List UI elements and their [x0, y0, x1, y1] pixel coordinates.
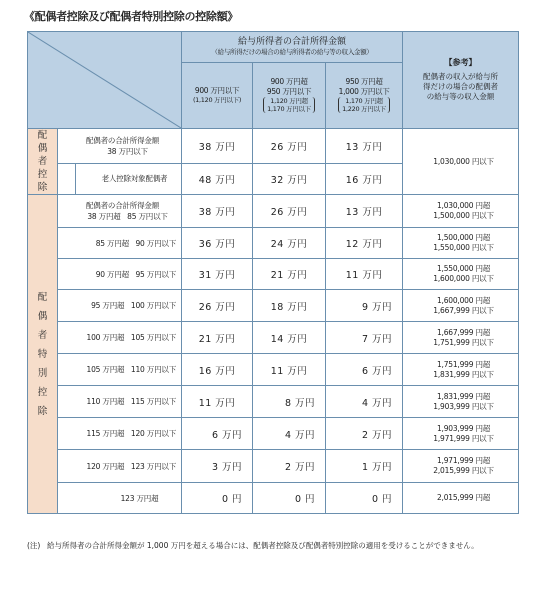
- header-col-2: [253, 63, 326, 129]
- amount-cell: 16 万円: [182, 354, 253, 386]
- range-from: 90 万円超: [95, 269, 129, 279]
- col-2-line: 950 万円以下: [266, 86, 312, 96]
- income-line: 1,831,999 円超: [436, 391, 491, 401]
- amount-cell: 31 万円: [182, 259, 253, 290]
- income-line: 1,550,000 円超: [436, 264, 491, 273]
- reference-income-cell: [403, 354, 519, 386]
- row-label-range: [64, 211, 181, 222]
- income-line: 1,903,999 円以下: [433, 401, 494, 411]
- amount-cell: 6 万円: [326, 354, 403, 386]
- reference-income-cell: [403, 195, 519, 228]
- amount-cell: 11 万円: [326, 259, 403, 290]
- amount-cell: 26 万円: [253, 129, 326, 164]
- amount-cell: 18 万円: [253, 290, 326, 322]
- amount-cell: 38 万円: [182, 129, 253, 164]
- reference-income-cell: [403, 129, 519, 195]
- amount-cell: 26 万円: [182, 290, 253, 322]
- reference-income-cell: [403, 290, 519, 322]
- row-label-line: 配偶者の合計所得金額: [86, 135, 159, 145]
- income-line: 1,667,999 円以下: [433, 305, 494, 315]
- range-from: 85 万円超: [95, 238, 129, 248]
- reference-income-cell: [403, 386, 519, 418]
- income-line: 2,015,999 円以下: [433, 466, 494, 475]
- row-label: [58, 354, 182, 386]
- amount-cell: 1 万円: [326, 450, 403, 483]
- footnote-label: (注): [27, 541, 41, 550]
- row-label: [58, 418, 182, 450]
- amount-cell: 4 万円: [253, 418, 326, 450]
- amount-cell: 7 万円: [326, 322, 403, 354]
- income-line: 1,971,999 円超: [436, 456, 491, 465]
- footnote: [27, 540, 522, 552]
- income-line: 1,600,000 円以下: [433, 274, 494, 283]
- reference-line: 配偶者の収入が給与所: [423, 72, 499, 81]
- income-line: 1,500,000 円以下: [433, 211, 494, 220]
- income-line: 1,667,999 円超: [436, 327, 491, 337]
- row-label: [58, 322, 182, 354]
- header-income-range: [182, 32, 403, 63]
- reference-line: の給与等の収入金額: [426, 92, 495, 101]
- income-text: 1,030,000 円以下: [433, 156, 494, 166]
- range-to: 120 万円以下: [130, 429, 177, 438]
- amount-cell: 13 万円: [326, 129, 403, 164]
- range-from: 110 万円超: [86, 397, 125, 406]
- range-to: 85 万円以下: [127, 212, 168, 221]
- col-3-bracket-line: 1,220 万円以下: [342, 105, 386, 114]
- reference-income-cell: [403, 322, 519, 354]
- row-label: [58, 386, 182, 418]
- indent-cell: [58, 163, 76, 194]
- income-line: 1,550,000 円以下: [433, 243, 494, 252]
- amount-cell: 0 円: [182, 483, 253, 514]
- income-line: 1,903,999 円超: [436, 423, 491, 433]
- amount-cell: 11 万円: [253, 354, 326, 386]
- income-line: 1,600,000 円超: [436, 295, 491, 305]
- diagonal-line: [28, 32, 181, 128]
- range-to: 95 万円以下: [135, 269, 177, 279]
- amount-cell: 13 万円: [326, 195, 403, 228]
- col-2-bracket: [263, 97, 315, 113]
- row-label: [58, 483, 182, 514]
- amount-cell: 9 万円: [326, 290, 403, 322]
- row-label: [58, 129, 182, 164]
- footnote-text: 給与所得者の合計所得金額が 1,000 万円を超える場合には、配偶者控除及び配偶者特別控除の適用を受けることができません。: [47, 541, 479, 550]
- reference-income-cell: [403, 259, 519, 290]
- income-line: 1,971,999 円以下: [433, 433, 494, 443]
- amount-cell: 26 万円: [253, 195, 326, 228]
- reference-line: 得だけの場合の配偶者: [423, 82, 499, 91]
- corner-cell: [28, 32, 182, 129]
- range-from: 105 万円超: [86, 365, 125, 374]
- col-2-bracket-line: 1,170 万円以下: [267, 105, 311, 114]
- reference-income-cell: [403, 228, 519, 259]
- group-spouse-deduction-label: 配偶者控除: [37, 130, 48, 193]
- amount-cell: 2 万円: [326, 418, 403, 450]
- page-title: 《配偶者控除及び配偶者特別控除の控除額》: [24, 10, 238, 23]
- amount-cell: 14 万円: [253, 322, 326, 354]
- range-from: 100 万円超: [86, 333, 125, 342]
- col-3-bracket-line: 1,170 万円超: [345, 97, 383, 106]
- row-label: [58, 290, 182, 322]
- row-label-line: 配偶者の合計所得金額: [86, 201, 159, 210]
- range-to: 105 万円以下: [130, 333, 177, 342]
- row-label: [58, 259, 182, 290]
- income-line: 1,751,999 円以下: [433, 337, 494, 347]
- amount-cell: 48 万円: [182, 163, 253, 194]
- col-2-line: 900 万円超: [270, 77, 308, 87]
- range-from: 115 万円超: [86, 429, 125, 438]
- row-label-line: 38 万円以下: [107, 146, 148, 156]
- amount-cell: 21 万円: [253, 259, 326, 290]
- group-special-deduction-label: 配偶者特別控除: [37, 291, 48, 417]
- range-from: 123 万円超: [120, 493, 159, 503]
- row-label: 老人控除対象配偶者: [76, 163, 182, 194]
- range-to: 115 万円以下: [130, 397, 177, 406]
- col-3-bracket: [338, 97, 390, 113]
- range-from: 95 万円超: [91, 301, 125, 310]
- col-3-line: 1,000 万円以下: [338, 86, 390, 96]
- amount-cell: 38 万円: [182, 195, 253, 228]
- amount-cell: 36 万円: [182, 228, 253, 259]
- amount-cell: 4 万円: [326, 386, 403, 418]
- header-main-label: 給与所得者の合計所得金額: [238, 37, 347, 47]
- reference-tag: 【参考】: [444, 58, 477, 67]
- header-sub-label: （給与所得だけの場合の給与所得者の給与等の収入金額）: [211, 48, 373, 56]
- income-line: 1,030,000 円超: [436, 201, 491, 210]
- header-reference: [403, 32, 519, 129]
- amount-cell: 11 万円: [182, 386, 253, 418]
- col-2-bracket-line: 1,120 万円超: [270, 97, 308, 106]
- range-from: 120 万円超: [86, 461, 125, 471]
- amount-cell: 21 万円: [182, 322, 253, 354]
- income-line: 1,500,000 円超: [436, 233, 491, 242]
- col-1-line: 900 万円以下: [194, 86, 240, 95]
- amount-cell: 2 万円: [253, 450, 326, 483]
- amount-cell: 8 万円: [253, 386, 326, 418]
- row-label: [58, 228, 182, 259]
- row-label: [58, 195, 182, 228]
- amount-cell: 16 万円: [326, 163, 403, 194]
- amount-cell: 0 円: [326, 483, 403, 514]
- group-spouse-deduction: [28, 129, 58, 195]
- range-to: 110 万円以下: [130, 365, 177, 374]
- reference-income-cell: [403, 450, 519, 483]
- income-line: 1,831,999 円以下: [433, 369, 494, 379]
- amount-cell: 24 万円: [253, 228, 326, 259]
- amount-cell: 6 万円: [182, 418, 253, 450]
- range-from: 38 万円超: [87, 212, 121, 221]
- deduction-table: [27, 31, 519, 514]
- header-col-3: [326, 63, 403, 129]
- range-to: 123 万円以下: [130, 461, 177, 471]
- group-special-deduction: [28, 195, 58, 514]
- income-line: 1,751,999 円超: [436, 359, 491, 369]
- amount-cell: 0 円: [253, 483, 326, 514]
- reference-income-cell: [403, 483, 519, 514]
- header-col-1: [182, 63, 253, 129]
- income-line: 2,015,999 円超: [436, 493, 491, 502]
- range-to: 90 万円以下: [135, 238, 177, 248]
- amount-cell: 12 万円: [326, 228, 403, 259]
- range-to: 100 万円以下: [130, 301, 177, 310]
- row-label: [58, 450, 182, 483]
- col-3-line: 950 万円超: [345, 77, 383, 87]
- col-1-paren: (1,120 万円以下): [192, 95, 242, 104]
- reference-income-cell: [403, 418, 519, 450]
- amount-cell: 3 万円: [182, 450, 253, 483]
- amount-cell: 32 万円: [253, 163, 326, 194]
